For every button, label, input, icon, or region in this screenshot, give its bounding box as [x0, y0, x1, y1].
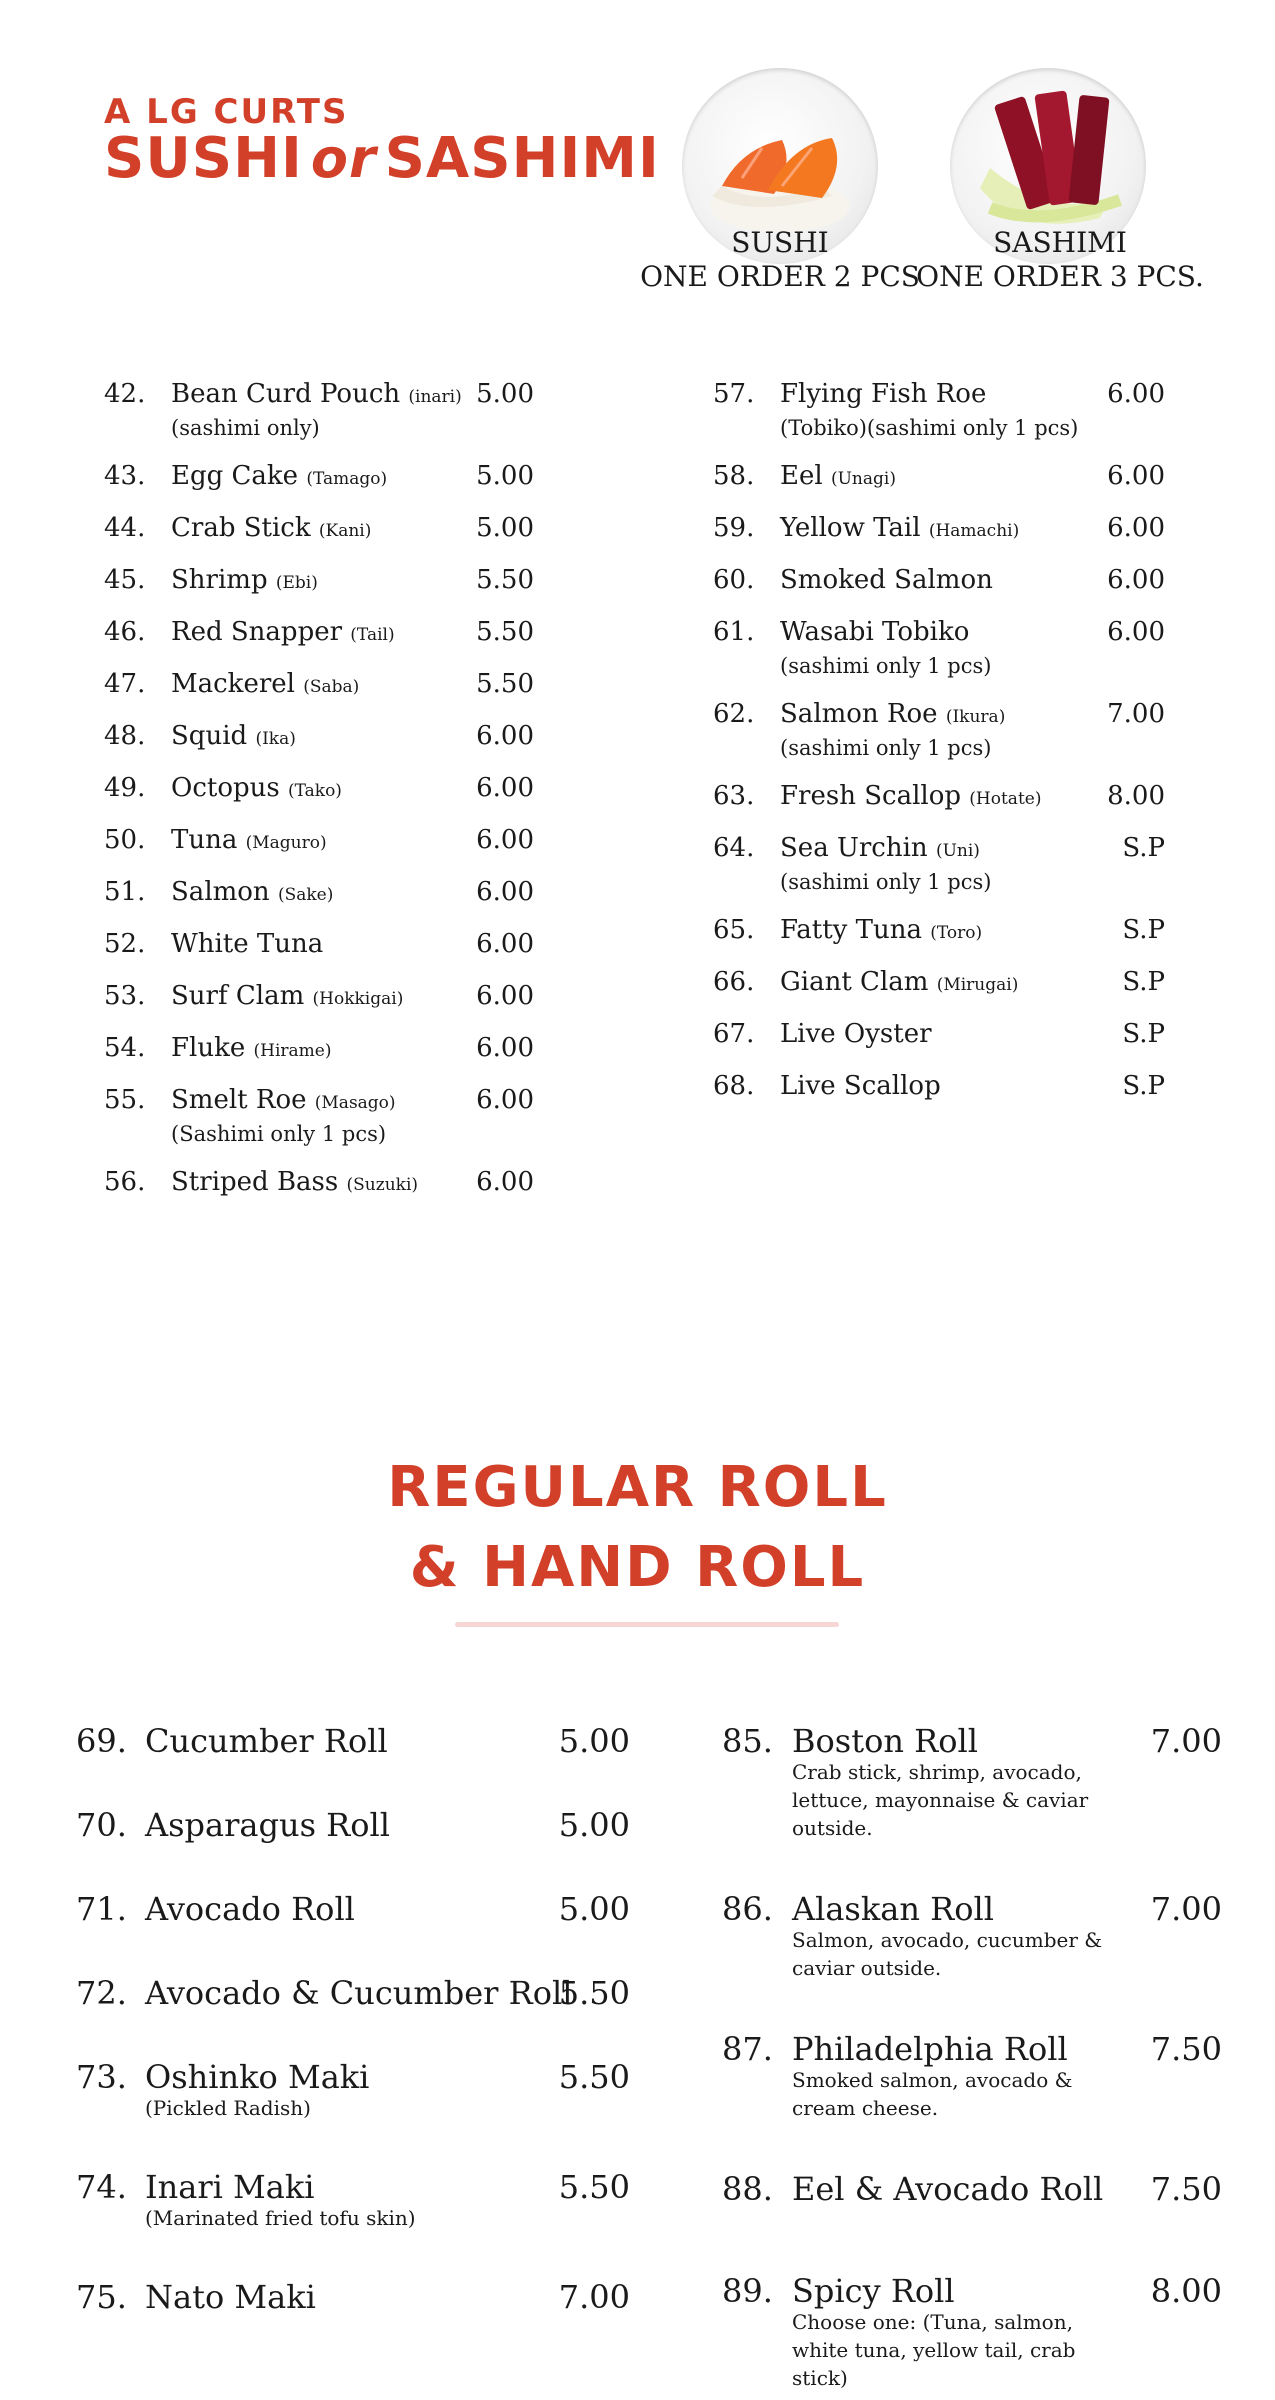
item-number: 75. [76, 2278, 127, 2316]
sashimi-caption [900, 226, 1220, 294]
item-number: 86. [722, 1890, 773, 1928]
item-number: 48. [104, 721, 146, 751]
sushi-caption-title: SUSHI [731, 226, 829, 259]
item-japanese-name: (Hirame) [253, 1041, 332, 1061]
item-number: 57. [713, 379, 755, 409]
item-description: Crab stick, shrimp, avocado, lettuce, mayonnaise & caviar outside. [792, 1760, 1089, 1840]
item-number: 60. [713, 565, 755, 595]
item-name-text: Fresh Scallop [780, 781, 962, 811]
item-name: Asparagus Roll [145, 1806, 390, 1844]
item-note: (sashimi only) [171, 416, 320, 440]
sashimi-caption-title: SASHIMI [993, 226, 1127, 259]
item-name: Eel & Avocado Roll [792, 2170, 1104, 2208]
item-name [171, 824, 327, 859]
item-name [780, 698, 1005, 733]
item-number: 74. [76, 2168, 127, 2206]
item-note: (Tobiko)(sashimi only 1 pcs) [780, 416, 1079, 440]
item-price: 5.50 [476, 565, 534, 595]
item-number: 49. [104, 773, 146, 803]
item-japanese-name: (Tail) [350, 625, 395, 645]
item-number: 46. [104, 617, 146, 647]
item-japanese-name: (Uni) [935, 841, 980, 861]
item-price: S.P [1122, 915, 1165, 945]
item-japanese-name: (Saba) [303, 677, 360, 697]
item-name [780, 832, 980, 867]
sushi-caption [620, 226, 940, 294]
item-name [171, 616, 395, 651]
sushi-caption-detail: ONE ORDER 2 PCS [640, 260, 920, 293]
item-price: S.P [1122, 967, 1165, 997]
item-number: 50. [104, 825, 146, 855]
item-price: 5.00 [558, 1722, 630, 1760]
item-japanese-name: (Tamago) [306, 469, 388, 489]
item-number: 66. [713, 967, 755, 997]
item-number: 73. [76, 2058, 127, 2096]
item-name: Cucumber Roll [145, 1722, 388, 1760]
title-sashimi: SASHIMI [384, 126, 660, 191]
item-number: 43. [104, 461, 146, 491]
item-price: 7.50 [1150, 2170, 1222, 2208]
item-name-text: Salmon Roe [780, 699, 938, 729]
item-name-text: Wasabi Tobiko [780, 617, 970, 647]
item-note: (sashimi only 1 pcs) [780, 736, 992, 760]
item-name: Boston Roll [792, 1722, 978, 1760]
item-name [171, 1032, 332, 1067]
item-number: 61. [713, 617, 755, 647]
item-number: 62. [713, 699, 755, 729]
item-name [780, 1018, 932, 1050]
item-name-text: Fluke [171, 1033, 246, 1063]
item-number: 58. [713, 461, 755, 491]
item-price: 6.00 [1107, 617, 1165, 647]
item-number: 89. [722, 2272, 773, 2310]
item-number: 52. [104, 929, 146, 959]
item-note: (sashimi only 1 pcs) [780, 870, 992, 894]
item-price: 5.00 [476, 513, 534, 543]
item-name-text: Squid [171, 721, 248, 751]
item-japanese-name: (Sake) [277, 885, 334, 905]
item-description: Choose one: (Tuna, salmon, white tuna, yellow tail, crab stick) [792, 2310, 1076, 2390]
item-name-text: Tuna [171, 825, 238, 855]
item-price: 8.00 [1107, 781, 1165, 811]
item-price: S.P [1122, 1019, 1165, 1049]
item-name [780, 616, 969, 648]
item-price: 7.00 [558, 2278, 630, 2316]
item-name-text: Live Scallop [780, 1071, 941, 1101]
item-price: 7.50 [1150, 2030, 1222, 2068]
item-name: Oshinko Maki [145, 2058, 370, 2096]
item-name-text: Yellow Tail [780, 513, 921, 543]
item-name: Avocado & Cucumber Roll [145, 1974, 573, 2012]
item-name-text: Flying Fish Roe [780, 379, 987, 409]
item-name [171, 460, 387, 495]
item-japanese-name: (Masago) [314, 1093, 396, 1113]
rolls-title-line-2: & HAND ROLL [409, 1535, 866, 1600]
item-price: 5.50 [558, 1974, 630, 2012]
item-name [780, 460, 896, 495]
item-number: 72. [76, 1974, 127, 2012]
item-name-text: Crab Stick [171, 513, 311, 543]
item-price: S.P [1122, 833, 1165, 863]
rolls-title-line-1: REGULAR ROLL [387, 1455, 888, 1520]
item-price: 5.00 [476, 379, 534, 409]
item-name [171, 378, 462, 413]
item-number: 71. [76, 1890, 127, 1928]
item-number: 63. [713, 781, 755, 811]
item-name-text: Sea Urchin [780, 833, 928, 863]
item-number: 56. [104, 1167, 146, 1197]
item-name [780, 966, 1018, 1001]
item-name: Avocado Roll [145, 1890, 355, 1928]
item-name-text: Striped Bass [171, 1167, 339, 1197]
item-name-text: Giant Clam [780, 967, 929, 997]
item-name [171, 980, 403, 1015]
item-price: 6.00 [476, 1033, 534, 1063]
item-price: 6.00 [476, 981, 534, 1011]
item-price: 5.00 [476, 461, 534, 491]
item-number: 47. [104, 669, 146, 699]
item-price: 6.00 [1107, 379, 1165, 409]
item-name [780, 564, 993, 596]
sashimi-caption-detail: ONE ORDER 3 PCS. [916, 260, 1204, 293]
item-name [780, 512, 1019, 547]
item-price: 6.00 [476, 877, 534, 907]
item-japanese-name: (inari) [408, 387, 462, 407]
item-price: 5.50 [558, 2058, 630, 2096]
item-name-text: Mackerel [171, 669, 295, 699]
item-name [171, 564, 318, 599]
item-name-text: Red Snapper [171, 617, 343, 647]
item-japanese-name: (Ikura) [945, 707, 1006, 727]
item-name-text: Live Oyster [780, 1019, 932, 1049]
item-japanese-name: (Mirugai) [936, 975, 1019, 995]
item-name [171, 668, 359, 703]
item-name-text: Octopus [171, 773, 280, 803]
rolls-section-title [0, 1448, 1275, 1608]
item-number: 55. [104, 1085, 146, 1115]
item-name [171, 876, 333, 911]
item-name [780, 378, 986, 410]
item-name-text: Eel [780, 461, 823, 491]
item-price: 6.00 [476, 929, 534, 959]
item-price: 5.00 [558, 1890, 630, 1928]
item-japanese-name: (Hamachi) [928, 521, 1020, 541]
item-name-text: Salmon [171, 877, 270, 907]
item-japanese-name: (Toro) [930, 923, 983, 943]
item-price: 5.00 [558, 1806, 630, 1844]
item-name [171, 512, 371, 547]
item-price: 6.00 [476, 773, 534, 803]
item-price: 7.00 [1150, 1722, 1222, 1760]
item-description: (Pickled Radish) [145, 2096, 311, 2120]
item-name [780, 914, 982, 949]
item-price: 5.50 [476, 669, 534, 699]
rolls-title-underline [455, 1622, 839, 1627]
item-price: 5.50 [558, 2168, 630, 2206]
item-note: (sashimi only 1 pcs) [780, 654, 992, 678]
item-price: 6.00 [1107, 513, 1165, 543]
item-japanese-name: (Hokkigai) [312, 989, 404, 1009]
item-name-text: Egg Cake [171, 461, 299, 491]
item-note: (Sashimi only 1 pcs) [171, 1122, 387, 1146]
item-number: 87. [722, 2030, 773, 2068]
item-price: 6.00 [476, 721, 534, 751]
item-name-text: White Tuna [171, 929, 324, 959]
item-japanese-name: (Unagi) [830, 469, 896, 489]
item-number: 45. [104, 565, 146, 595]
item-number: 65. [713, 915, 755, 945]
item-japanese-name: (Ebi) [275, 573, 318, 593]
item-number: 69. [76, 1722, 127, 1760]
item-japanese-name: (Maguro) [245, 833, 327, 853]
item-price: 6.00 [1107, 461, 1165, 491]
item-price: 6.00 [476, 825, 534, 855]
item-price: 5.50 [476, 617, 534, 647]
item-name-text: Smelt Roe [171, 1085, 307, 1115]
item-number: 54. [104, 1033, 146, 1063]
item-price: 6.00 [1107, 565, 1165, 595]
item-number: 70. [76, 1806, 127, 1844]
item-number: 51. [104, 877, 146, 907]
restaurant-brand: A LG CURTS [104, 92, 349, 132]
item-japanese-name: (Hotate) [969, 789, 1042, 809]
item-japanese-name: (Tako) [287, 781, 342, 801]
item-price: 6.00 [476, 1085, 534, 1115]
item-number: 64. [713, 833, 755, 863]
item-name-text: Surf Clam [171, 981, 305, 1011]
item-price: 7.00 [1107, 699, 1165, 729]
item-description: (Marinated fried tofu skin) [145, 2206, 416, 2230]
item-number: 44. [104, 513, 146, 543]
item-name [171, 1166, 418, 1201]
item-number: 85. [722, 1722, 773, 1760]
item-japanese-name: (Ika) [255, 729, 296, 749]
item-number: 59. [713, 513, 755, 543]
item-name-text: Fatty Tuna [780, 915, 922, 945]
item-name-text: Shrimp [171, 565, 268, 595]
item-name: Philadelphia Roll [792, 2030, 1068, 2068]
item-name [171, 1084, 396, 1119]
item-number: 42. [104, 379, 146, 409]
item-name [171, 772, 342, 807]
item-number: 67. [713, 1019, 755, 1049]
item-name: Nato Maki [145, 2278, 316, 2316]
item-name [780, 780, 1041, 815]
menu-section-title [104, 126, 660, 191]
item-number: 88. [722, 2170, 773, 2208]
item-name [171, 928, 323, 960]
item-name-text: Bean Curd Pouch [171, 379, 401, 409]
item-name: Inari Maki [145, 2168, 315, 2206]
item-name: Spicy Roll [792, 2272, 955, 2310]
item-japanese-name: (Suzuki) [346, 1175, 419, 1195]
item-description: Smoked salmon, avocado & cream cheese. [792, 2068, 1073, 2120]
item-name [171, 720, 296, 755]
item-price: 6.00 [476, 1167, 534, 1197]
title-or: or [310, 127, 377, 190]
item-price: 7.00 [1150, 1890, 1222, 1928]
item-description: Salmon, avocado, cucumber & caviar outside. [792, 1928, 1103, 1980]
item-name [780, 1070, 941, 1102]
item-number: 68. [713, 1071, 755, 1101]
item-name: Alaskan Roll [792, 1890, 994, 1928]
item-price: S.P [1122, 1071, 1165, 1101]
item-number: 53. [104, 981, 146, 1011]
item-price: 8.00 [1150, 2272, 1222, 2310]
item-name-text: Smoked Salmon [780, 565, 993, 595]
item-japanese-name: (Kani) [318, 521, 372, 541]
title-sushi: SUSHI [104, 126, 303, 191]
